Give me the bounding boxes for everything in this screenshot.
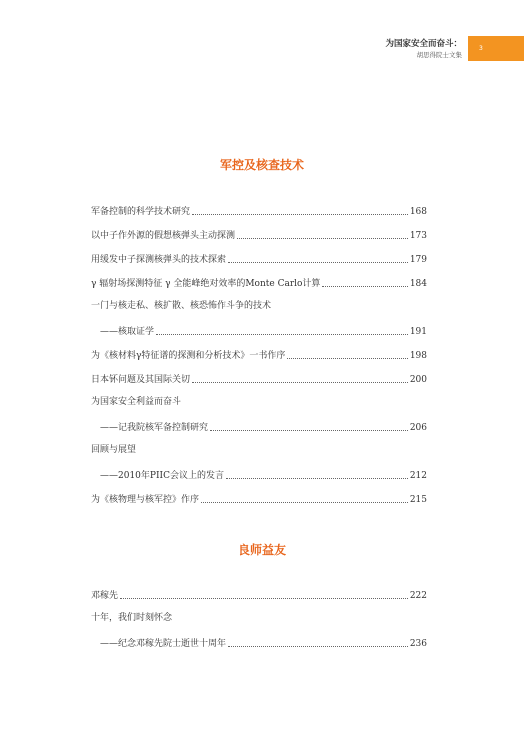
section-heading-mentors: 良师益友 bbox=[237, 543, 286, 557]
dot-leader bbox=[322, 286, 407, 287]
toc-entry-page: 184 bbox=[409, 279, 427, 289]
toc-entry-title: 邓稼先 bbox=[91, 591, 119, 601]
toc-entry[interactable] bbox=[91, 204, 427, 218]
toc-entry-title[interactable]: 十年，我们时刻怀念 bbox=[91, 613, 173, 623]
toc-entry-title[interactable]: 回顾与展望 bbox=[91, 445, 137, 455]
toc-entry[interactable] bbox=[100, 468, 427, 482]
dot-leader bbox=[201, 502, 408, 503]
dot-leader bbox=[287, 358, 407, 359]
toc-entry[interactable] bbox=[91, 492, 427, 506]
toc-entry-page: 168 bbox=[409, 207, 427, 217]
toc-entry[interactable] bbox=[100, 420, 427, 434]
dot-leader bbox=[120, 598, 408, 599]
toc-entry-title: ——核取证学 bbox=[100, 327, 155, 337]
toc-entry-title: ——2010年PIIC会议上的发言 bbox=[100, 471, 224, 481]
dot-leader bbox=[228, 646, 408, 647]
toc-entry[interactable] bbox=[91, 588, 427, 602]
toc-entry-title: 为《核材料γ特征谱的探测和分析技术》一书作序 bbox=[91, 351, 286, 361]
toc-entry[interactable] bbox=[100, 636, 427, 650]
toc-entry-page: 212 bbox=[409, 471, 427, 481]
dot-leader bbox=[228, 262, 408, 263]
section-heading-arms-control: 军控及核查技术 bbox=[219, 158, 304, 172]
toc-entry[interactable] bbox=[91, 252, 427, 266]
toc-entry-title: 用缓发中子探测核弹头的技术探索 bbox=[91, 255, 227, 265]
page-number: 3 bbox=[479, 45, 483, 52]
toc-entry[interactable] bbox=[91, 348, 427, 362]
dot-leader bbox=[210, 430, 408, 431]
toc-entry-title: 以中子作外源的假想核弹头主动探测 bbox=[91, 231, 236, 241]
toc-entry-page: 206 bbox=[409, 423, 427, 433]
toc-entry-title: 为《核物理与核军控》作序 bbox=[91, 495, 200, 505]
running-header bbox=[385, 39, 462, 60]
toc-entry-page: 179 bbox=[409, 255, 427, 265]
book-subtitle: 胡思得院士文集 bbox=[416, 51, 462, 59]
dot-leader bbox=[226, 478, 408, 479]
toc-entry-title: ——记我院核军备控制研究 bbox=[100, 423, 209, 433]
toc-entry[interactable] bbox=[91, 372, 427, 386]
toc-entry[interactable] bbox=[91, 276, 427, 290]
dot-leader bbox=[156, 334, 408, 335]
toc-entry[interactable] bbox=[91, 228, 427, 242]
dot-leader bbox=[237, 238, 408, 239]
toc-entry-page: 198 bbox=[409, 351, 427, 361]
toc-entry-title: ——纪念邓稼先院士逝世十周年 bbox=[100, 639, 227, 649]
page-tab bbox=[468, 36, 524, 61]
toc-entry-page: 222 bbox=[409, 591, 427, 601]
toc-entry-page: 200 bbox=[409, 375, 427, 385]
toc-entry-title: γ 辐射场探测特征 γ 全能峰绝对效率的Monte Carlo计算 bbox=[91, 279, 321, 289]
toc-entry-page: 236 bbox=[409, 639, 427, 649]
book-title: 为国家安全而奋斗： bbox=[385, 39, 462, 49]
toc-entry-title[interactable]: 一门与核走私、核扩散、核恐怖作斗争的技术 bbox=[91, 301, 272, 311]
toc-entry-title: 日本钚问题及其国际关切 bbox=[91, 375, 191, 385]
toc-entry[interactable] bbox=[100, 324, 427, 338]
dot-leader bbox=[192, 382, 408, 383]
dot-leader bbox=[192, 214, 408, 215]
toc-entry-page: 215 bbox=[409, 495, 427, 505]
toc-entry-title[interactable]: 为国家安全利益而奋斗 bbox=[91, 397, 182, 407]
toc-entry-title: 军备控制的科学技术研究 bbox=[91, 207, 191, 217]
toc-entry-page: 191 bbox=[409, 327, 427, 337]
toc-entry-page: 173 bbox=[409, 231, 427, 241]
